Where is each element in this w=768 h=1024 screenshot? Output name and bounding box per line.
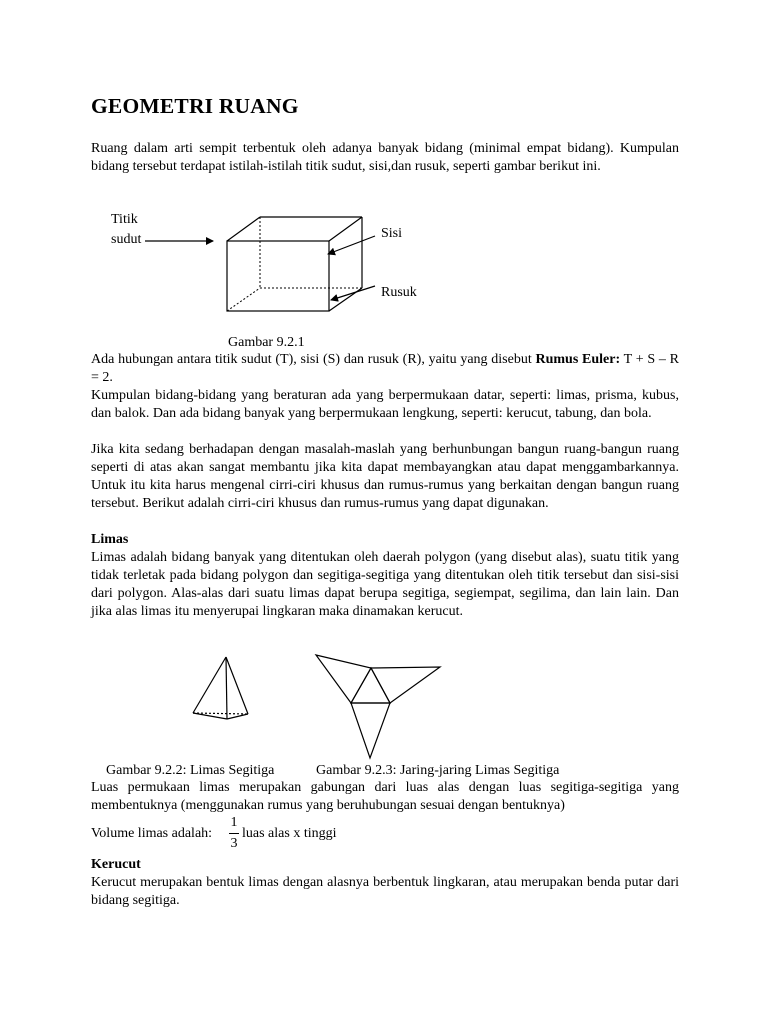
euler-bold-label: Rumus Euler: bbox=[535, 352, 621, 367]
jika-paragraph: Jika kita sedang berhadapan dengan masalah-maslah yang berhunbungan bangun ruang-bangun ruang seperti di atas akan sangat membantu jika kita dapat membayangkan atau dapat menggambarkannya. Untuk itu kita harus mengenal cirri-ciri khusus dan rumus-rumus yang berkaitan dengan bangun ruang tersebut. Berikut adalah cirri-ciri khusus dan rumus-rumus yang dapat digunakan. bbox=[91, 442, 679, 511]
label-sisi: Sisi bbox=[381, 226, 403, 241]
figure-caption-9-2-2: Gambar 9.2.2: Limas Segitiga bbox=[106, 763, 275, 778]
label-rusuk: Rusuk bbox=[381, 285, 417, 300]
kerucut-heading: Kerucut bbox=[91, 857, 141, 872]
limas-paragraph: Limas adalah bidang banyak yang ditentukan oleh daerah polygon (yang disebut alas), suatu titik yang tidak terletak pada bidang polygon dan segitiga-segitiga yang ditentukan oleh titik tersebut dan sisi-sisi dari polygon. Alas-alas dari suatu limas dapat berupa segitiga, segiempat, segilima, dan lain lain. Dan jika alas limas itu menyerupai lingkaran maka dinamakan kerucut. bbox=[91, 550, 679, 619]
volume-label: Volume limas adalah: bbox=[91, 826, 213, 841]
fraction-bar bbox=[229, 833, 239, 834]
luas-paragraph: Luas permukaan limas merupakan gabungan dari luas alas dengan luas segitiga-segitiga yang membentuknya (menggunakan rumus yang beruhubungan sesuai dengan bentuknya) bbox=[91, 780, 679, 813]
figure-caption-9-2-1: Gambar 9.2.1 bbox=[228, 335, 305, 350]
kumpulan-paragraph: Kumpulan bidang-bidang yang beraturan ada yang berpermukaan datar, seperti: limas, prisma, kubus, dan balok. Dan ada bidang banyak yang berpermukaan lengkung, seperti: kerucut, tabung, dan bola. bbox=[91, 388, 679, 421]
fraction-denominator: 3 bbox=[230, 836, 238, 851]
page-title: GEOMETRI RUANG bbox=[91, 94, 299, 118]
intro-paragraph: Ruang dalam arti sempit terbentuk oleh adanya banyak bidang (minimal empat bidang). Kumpulan bidang tersebut terdapat istilah-istilah titik sudut, sisi,dan rusuk, seperti gambar berikut ini. bbox=[91, 141, 679, 174]
volume-formula-text: luas alas x tinggi bbox=[242, 826, 337, 841]
euler-formula: T + S – R = 2. bbox=[91, 352, 680, 385]
label-sudut: sudut bbox=[111, 232, 142, 247]
figure-caption-9-2-3: Gambar 9.2.3: Jaring-jaring Limas Segitiga bbox=[316, 763, 560, 778]
euler-text: Ada hubungan antara titik sudut (T), sisi (S) dan rusuk (R), yaitu yang disebut bbox=[91, 352, 532, 367]
limas-heading: Limas bbox=[91, 532, 129, 547]
label-titik: Titik bbox=[111, 212, 138, 227]
fraction-numerator: 1 bbox=[230, 815, 238, 830]
jaring-jaring-drawing bbox=[316, 655, 440, 758]
limas-segitiga-drawing bbox=[193, 657, 248, 719]
kerucut-paragraph: Kerucut merupakan bentuk limas dengan alasnya berbentuk lingkaran, atau merupakan benda putar dari bidang segitiga. bbox=[91, 875, 679, 908]
